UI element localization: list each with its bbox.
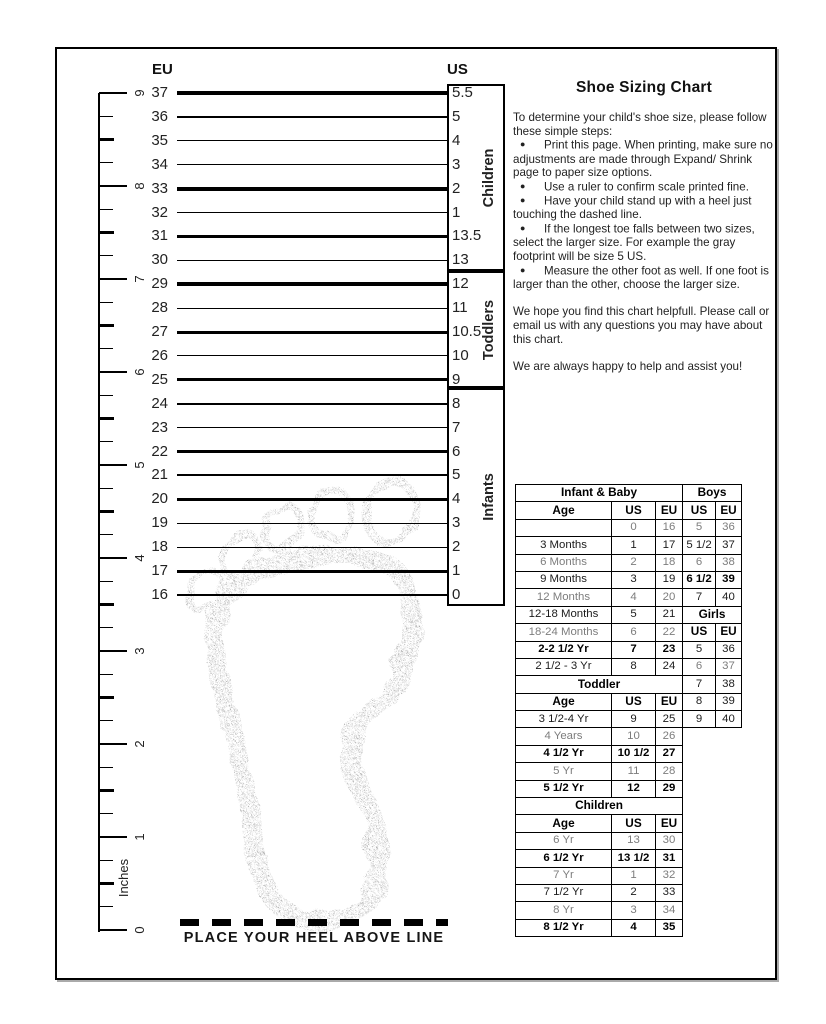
table-row <box>683 589 742 606</box>
eu-size-line <box>177 474 447 476</box>
table-cell: 34 <box>656 902 683 919</box>
table-row <box>516 745 683 762</box>
eu-size-label: 20 <box>151 490 168 508</box>
table-row <box>683 537 742 554</box>
eu-size-line <box>177 450 447 453</box>
table-row <box>683 693 742 710</box>
table-cell: 28 <box>656 763 683 780</box>
ruler-tick-minor <box>99 767 113 768</box>
table-cell: 36 <box>716 519 742 536</box>
table-cell: 9 <box>612 711 656 728</box>
group-label-children: Children <box>481 148 497 207</box>
section-title: Children <box>516 798 683 815</box>
ruler-tick-minor <box>99 534 113 535</box>
ruler-number: 3 <box>131 647 147 655</box>
heel-instruction-label: PLACE YOUR HEEL ABOVE LINE <box>183 930 445 946</box>
eu-size-line <box>177 547 447 548</box>
eu-size-line <box>177 282 447 286</box>
table-cell: 5 <box>683 641 716 658</box>
column-header: Age <box>516 502 612 519</box>
us-size-label: 1 <box>452 203 461 221</box>
eu-size-label: 22 <box>151 442 168 460</box>
bullet-list <box>513 138 777 291</box>
table-row <box>516 850 683 867</box>
ruler-tick-minor <box>99 138 114 141</box>
table-cell: 3 <box>612 902 656 919</box>
bullet-item: ● Use a ruler to confirm scale printed fine. <box>520 180 749 194</box>
table-row <box>516 658 683 675</box>
table-cell: 6 <box>683 554 716 571</box>
us-size-label: 8 <box>452 394 461 412</box>
table-column-header-row <box>516 815 683 832</box>
ruler-tick-major <box>99 743 127 745</box>
table-cell: 4 Years <box>516 728 612 745</box>
ruler-number: 4 <box>131 554 147 562</box>
table-cell: 1 <box>612 867 656 884</box>
eu-size-label: 18 <box>151 538 168 556</box>
column-header: US <box>612 502 656 519</box>
eu-size-line <box>177 140 447 141</box>
ruler-unit-label: Inches <box>115 858 131 898</box>
table-cell: 32 <box>656 867 683 884</box>
table-column-header-row <box>516 502 683 519</box>
eu-size-label: 27 <box>151 323 168 341</box>
ruler-number: 0 <box>131 926 147 934</box>
eu-size-label: 25 <box>151 370 168 388</box>
closing-paragraph: We hope you find this chart helpfull. Please call or email us with any questions you may have about this chart. <box>513 305 770 346</box>
table-cell: 2-2 1/2 Yr <box>516 641 612 658</box>
table-cell: 4 1/2 Yr <box>516 745 612 762</box>
table-row <box>516 780 683 797</box>
eu-size-label: 36 <box>151 107 168 125</box>
column-header: EU <box>656 502 683 519</box>
eu-size-label: 35 <box>151 131 168 149</box>
eu-size-label: 28 <box>151 299 168 317</box>
table-cell: 5 Yr <box>516 763 612 780</box>
table-cell: 0 <box>612 519 656 536</box>
group-label-toddlers: Toddlers <box>481 299 497 360</box>
eu-size-line <box>177 403 447 405</box>
table-cell: 10 <box>612 728 656 745</box>
heel-dashed-line <box>180 919 448 926</box>
table-cell: 20 <box>656 589 683 606</box>
table-cell: 31 <box>656 850 683 867</box>
us-size-label: 12 <box>452 275 469 293</box>
table-section-header <box>516 676 683 693</box>
us-size-label: 3 <box>452 514 461 532</box>
table-cell: 7 Yr <box>516 867 612 884</box>
ruler-tick-minor <box>99 488 113 489</box>
ruler-tick-minor <box>99 417 114 420</box>
ruler-number: 2 <box>131 740 147 748</box>
table-cell: 7 <box>683 676 716 693</box>
ruler-number: 9 <box>131 89 147 97</box>
table-cell: 25 <box>656 711 683 728</box>
table-cell: 18-24 Months <box>516 624 612 641</box>
table-cell: 38 <box>716 676 742 693</box>
table-cell: 11 <box>612 763 656 780</box>
table-column-header-row <box>683 502 742 519</box>
table-row <box>683 519 742 536</box>
table-cell: 13 1/2 <box>612 850 656 867</box>
table-cell <box>516 519 612 536</box>
table-cell: 8 <box>683 693 716 710</box>
table-cell: 35 <box>656 919 683 936</box>
ruler-tick-minor <box>99 813 113 814</box>
table-cell: 4 <box>612 589 656 606</box>
bullet-dot-icon: ● <box>520 223 526 234</box>
ruler-tick-major <box>99 929 127 931</box>
table-cell: 16 <box>656 519 683 536</box>
ruler-tick-minor <box>99 882 114 885</box>
table-cell: 38 <box>716 554 742 571</box>
eu-size-line <box>177 427 447 428</box>
table-cell: 3 1/2-4 Yr <box>516 711 612 728</box>
ruler-number: 8 <box>131 182 147 190</box>
table-row <box>516 554 683 571</box>
ruler-tick-major <box>99 185 127 187</box>
intro-text: To determine your child's shoe size, please follow these simple steps: <box>513 111 767 138</box>
table-row <box>516 641 683 658</box>
column-header: US <box>683 502 716 519</box>
eu-size-line <box>177 235 447 238</box>
table-row <box>683 676 742 693</box>
column-header: US <box>612 693 656 710</box>
ruler-tick-minor <box>99 627 113 628</box>
table-cell: 9 <box>683 711 716 728</box>
eu-size-label: 34 <box>151 155 168 173</box>
us-size-label: 13.5 <box>452 227 482 245</box>
eu-size-line <box>177 498 447 501</box>
table-row <box>516 763 683 780</box>
ruler-tick-minor <box>99 162 113 163</box>
table-row <box>516 867 683 884</box>
eu-size-line <box>177 331 447 334</box>
ruler-tick-major <box>99 836 127 838</box>
bullet-dot-icon: ● <box>520 181 526 192</box>
size-table-left <box>515 484 683 937</box>
table-row <box>516 728 683 745</box>
bullet-dot-icon: ● <box>520 139 526 150</box>
table-cell: 5 <box>612 606 656 623</box>
table-cell: 29 <box>656 780 683 797</box>
eu-size-line <box>177 308 447 309</box>
table-cell: 7 <box>612 641 656 658</box>
table-cell: 3 <box>612 571 656 588</box>
us-header-label: US <box>447 61 468 78</box>
table-cell: 6 1/2 <box>683 571 716 588</box>
column-header: US <box>683 624 716 641</box>
table-row <box>516 519 683 536</box>
table-cell: 2 <box>612 554 656 571</box>
table-row <box>683 554 742 571</box>
ruler-tick-major <box>99 278 127 280</box>
table-section-header <box>516 798 683 815</box>
ruler-tick-major <box>99 557 127 559</box>
eu-size-line <box>177 594 447 596</box>
table-cell: 24 <box>656 658 683 675</box>
table-row <box>516 902 683 919</box>
table-cell: 27 <box>656 745 683 762</box>
eu-size-label: 33 <box>151 179 168 197</box>
table-cell: 37 <box>716 658 742 675</box>
us-size-label: 5.5 <box>452 84 473 101</box>
ruler-tick-minor <box>99 441 113 442</box>
us-size-label: 5 <box>452 107 461 125</box>
table-cell: 7 1/2 Yr <box>516 884 612 901</box>
bullet-item: ● Measure the other foot as well. If one foot is larger than the other, choose the larger size. <box>513 264 769 291</box>
eu-header-label: EU <box>152 61 173 78</box>
table-section-header <box>683 485 742 502</box>
bullet-item: ● Print this page. When printing, make sure no adjustments are made through Expand/ Shrink page to paper size options. <box>513 138 773 180</box>
table-cell: 6 Months <box>516 554 612 571</box>
ruler-tick-minor <box>99 510 114 513</box>
bullet-item: ● Have your child stand up with a heel just touching the dashed line. <box>513 194 752 222</box>
eu-size-label: 30 <box>151 251 168 269</box>
column-header: EU <box>716 502 742 519</box>
closing-paragraph: We are always happy to help and assist you! <box>513 360 743 374</box>
table-row <box>516 589 683 606</box>
us-size-label: 5 <box>452 466 461 484</box>
table-row <box>516 884 683 901</box>
us-size-label: 0 <box>452 586 461 603</box>
table-row <box>516 919 683 936</box>
table-cell: 36 <box>716 641 742 658</box>
size-table-right <box>682 484 742 728</box>
eu-size-label: 29 <box>151 275 168 293</box>
ruler-tick-minor <box>99 789 114 792</box>
ruler-tick-minor <box>99 603 114 606</box>
ruler-tick-minor <box>99 395 113 396</box>
eu-size-line <box>177 187 447 191</box>
eu-size-label: 31 <box>151 227 168 245</box>
bullet-dot-icon: ● <box>520 264 526 275</box>
table-cell: 12 <box>612 780 656 797</box>
table-cell: 5 1/2 <box>683 537 716 554</box>
table-cell: 12 Months <box>516 589 612 606</box>
ruler-number: 1 <box>131 833 147 841</box>
column-header: EU <box>716 624 742 641</box>
us-size-label: 4 <box>452 131 461 149</box>
table-cell: 10 1/2 <box>612 745 656 762</box>
ruler-tick-minor <box>99 302 113 303</box>
table-cell: 18 <box>656 554 683 571</box>
us-size-label: 13 <box>452 251 469 269</box>
group-label-infants: Infants <box>481 473 497 521</box>
ruler-number: 6 <box>131 368 147 376</box>
table-row <box>516 571 683 588</box>
table-section-header <box>683 606 742 623</box>
table-cell: 30 <box>656 832 683 849</box>
table-row <box>516 711 683 728</box>
column-header: EU <box>656 815 683 832</box>
table-cell: 12-18 Months <box>516 606 612 623</box>
bullet-dot-icon: ● <box>520 195 526 206</box>
ruler-tick-minor <box>99 860 113 861</box>
table-cell: 1 <box>612 537 656 554</box>
us-size-label: 1 <box>452 562 461 580</box>
eu-size-line <box>177 164 447 165</box>
chart-title: Shoe Sizing Chart <box>575 79 713 96</box>
table-cell: 2 1/2 - 3 Yr <box>516 658 612 675</box>
eu-size-line <box>177 570 447 573</box>
table-cell: 19 <box>656 571 683 588</box>
eu-size-label: 26 <box>151 346 168 364</box>
us-size-label: 3 <box>452 155 461 173</box>
table-cell: 8 1/2 Yr <box>516 919 612 936</box>
table-cell: 3 Months <box>516 537 612 554</box>
ruler-tick-minor <box>99 581 113 582</box>
eu-size-label: 37 <box>151 84 168 101</box>
us-size-label: 6 <box>452 442 461 460</box>
table-cell: 22 <box>656 624 683 641</box>
us-size-label: 10 <box>452 346 469 364</box>
table-column-header-row <box>516 693 683 710</box>
table-cell: 5 <box>683 519 716 536</box>
eu-size-label: 17 <box>151 562 168 580</box>
ruler-number: 7 <box>131 275 147 283</box>
bullet-item: ● If the longest toe falls between two sizes, select the larger size. For example the gray footprint will be size 5 US. <box>513 222 755 264</box>
us-size-label: 2 <box>452 538 461 556</box>
table-cell: 39 <box>716 571 742 588</box>
ruler-tick-minor <box>99 906 113 907</box>
eu-size-label: 16 <box>151 586 168 603</box>
table-cell: 4 <box>612 919 656 936</box>
table-cell: 13 <box>612 832 656 849</box>
eu-size-line <box>177 355 447 356</box>
eu-size-line <box>177 116 447 118</box>
eu-size-line <box>177 523 447 524</box>
table-row <box>516 832 683 849</box>
eu-size-label: 24 <box>151 394 168 412</box>
column-header: US <box>612 815 656 832</box>
table-cell: 26 <box>656 728 683 745</box>
column-header: Age <box>516 815 612 832</box>
ruler-tick-major <box>99 650 127 652</box>
table-cell: 33 <box>656 884 683 901</box>
table-cell: 39 <box>716 693 742 710</box>
ruler-tick-minor <box>99 324 114 327</box>
table-cell: 8 Yr <box>516 902 612 919</box>
table-cell: 7 <box>683 589 716 606</box>
eu-size-line <box>177 260 447 261</box>
table-row <box>683 571 742 588</box>
table-cell: 9 Months <box>516 571 612 588</box>
table-cell: 6 <box>683 658 716 675</box>
table-row <box>683 658 742 675</box>
ruler-tick-minor <box>99 116 113 117</box>
ruler-tick-major <box>99 371 127 373</box>
table-cell: 6 1/2 Yr <box>516 850 612 867</box>
table-cell: 5 1/2 Yr <box>516 780 612 797</box>
table-cell: 21 <box>656 606 683 623</box>
eu-size-line <box>177 378 447 381</box>
table-row <box>683 711 742 728</box>
table-cell: 37 <box>716 537 742 554</box>
section-title: Toddler <box>516 676 683 693</box>
us-size-label: 10.5 <box>452 323 482 341</box>
ruler-number: 5 <box>131 461 147 469</box>
instructions-text <box>513 111 777 374</box>
size-table <box>682 484 742 728</box>
ruler-tick-major <box>99 464 127 466</box>
eu-size-line <box>177 91 447 95</box>
ruler-tick-minor <box>99 231 114 234</box>
ruler-tick-minor <box>99 255 113 256</box>
table-section-header <box>516 485 683 502</box>
table-cell: 23 <box>656 641 683 658</box>
table-cell: 6 <box>612 624 656 641</box>
eu-size-label: 21 <box>151 466 168 484</box>
ruler-tick-minor <box>99 720 113 721</box>
table-row <box>516 624 683 641</box>
table-cell: 6 Yr <box>516 832 612 849</box>
table-cell: 40 <box>716 711 742 728</box>
eu-size-line <box>177 212 447 213</box>
ruler-tick-major <box>99 92 127 94</box>
section-title: Girls <box>683 606 742 623</box>
table-row <box>516 537 683 554</box>
us-size-label: 4 <box>452 490 461 508</box>
column-header: Age <box>516 693 612 710</box>
table-cell: 2 <box>612 884 656 901</box>
ruler-tick-minor <box>99 696 114 699</box>
eu-size-label: 19 <box>151 514 168 532</box>
table-cell: 40 <box>716 589 742 606</box>
us-size-label: 9 <box>452 370 461 388</box>
eu-size-label: 32 <box>151 203 168 221</box>
us-size-label: 2 <box>452 179 461 197</box>
table-column-header-row <box>683 624 742 641</box>
ruler-tick-minor <box>99 348 113 349</box>
column-header: EU <box>656 693 683 710</box>
ruler-tick-minor <box>99 209 113 210</box>
table-cell: 8 <box>612 658 656 675</box>
table-row <box>683 641 742 658</box>
table-cell: 17 <box>656 537 683 554</box>
us-size-label: 11 <box>452 299 468 317</box>
table-row <box>516 606 683 623</box>
section-title: Boys <box>683 485 742 502</box>
section-title: Infant & Baby <box>516 485 683 502</box>
us-size-label: 7 <box>452 418 461 436</box>
size-table <box>515 484 683 937</box>
eu-size-label: 23 <box>151 418 168 436</box>
ruler-tick-minor <box>99 674 113 675</box>
